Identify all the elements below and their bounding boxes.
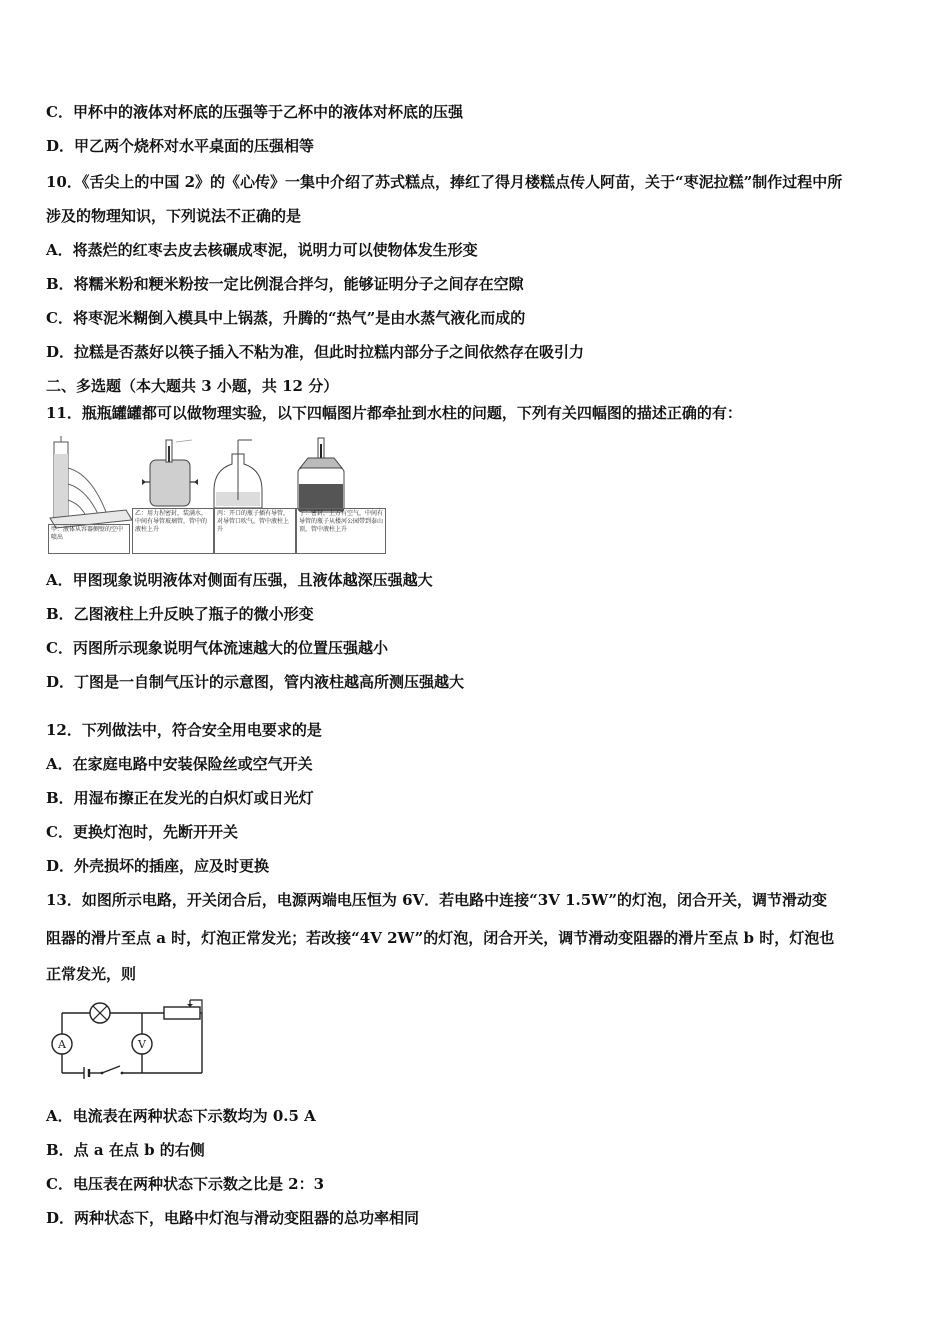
q10-option-c: C．将枣泥米糊倒入模具中上锅蒸，升腾的“热气”是由水蒸气液化而成的 bbox=[46, 309, 526, 327]
q11-option-c: C．丙图所示现象说明气体流速越大的位置压强越小 bbox=[46, 639, 388, 657]
q13-circuit-figure bbox=[44, 996, 214, 1088]
panel-jia-caption: 甲：液体从容器侧壁的空中喷出 bbox=[48, 524, 130, 554]
q11-figure bbox=[46, 434, 386, 554]
q10-option-a: A．将蒸烂的红枣去皮去核碾成枣泥，说明力可以使物体发生形变 bbox=[46, 241, 478, 259]
panel-bing-caption: 丙：开口的瓶子插有导管，对导管口吹气，管中液柱上升 bbox=[214, 508, 296, 554]
q12-option-d: D．外壳损坏的插座，应及时更换 bbox=[46, 857, 270, 875]
panel-yi-caption: 乙：用力捏密封，装满水，中间有导管玻璃管，管中的液柱上升 bbox=[132, 508, 214, 554]
section-heading: 二、多选题（本大题共 3 小题，共 12 分） bbox=[46, 377, 339, 395]
q10-option-b: B．将糯米粉和粳米粉按一定比例混合拌匀，能够证明分子之间存在空隙 bbox=[46, 275, 524, 293]
q10-stem-line1: 10．《舌尖上的中国 2》的《心传》一集中介绍了苏式糕点，捧红了得月楼糕点传人阿苗，关于“枣泥拉糕”制作过程中所 bbox=[46, 173, 843, 191]
q10-option-d: D．拉糕是否蒸好以筷子插入不粘为准，但此时拉糕内部分子之间依然存在吸引力 bbox=[46, 343, 585, 361]
q9-option-c: C．甲杯中的液体对杯底的压强等于乙杯中的液体对杯底的压强 bbox=[46, 103, 463, 121]
switch-symbol bbox=[101, 1066, 124, 1074]
q11-option-b: B．乙图液柱上升反映了瓶子的微小形变 bbox=[46, 605, 314, 623]
q13-option-d: D．两种状态下，电路中灯泡与滑动变阻器的总功率相同 bbox=[46, 1209, 420, 1227]
lamp-symbol bbox=[90, 1003, 110, 1023]
battery-symbol bbox=[84, 1067, 94, 1079]
q11-option-a: A．甲图现象说明液体对侧面有压强，且液体越深压强越大 bbox=[46, 571, 433, 589]
panel-bing-drawing bbox=[214, 440, 262, 508]
q12-option-c: C．更换灯泡时，先断开开关 bbox=[46, 823, 238, 841]
q13-stem-line3: 正常发光，则 bbox=[46, 965, 137, 983]
q11-option-d: D．丁图是一自制气压计的示意图，管内液柱越高所测压强越大 bbox=[46, 673, 465, 691]
q13-stem-line2: 阻器的滑片至点 a 时，灯泡正常发光；若改接“4V 2W”的灯泡，闭合开关，调节滑动变阻器的滑片至点 b 时，灯泡也 bbox=[46, 929, 835, 947]
q9-option-d: D．甲乙两个烧杯对水平桌面的压强相等 bbox=[46, 137, 315, 155]
panel-jia-drawing bbox=[50, 436, 132, 528]
panel-yi-drawing bbox=[142, 440, 198, 506]
rheostat-symbol bbox=[164, 1000, 202, 1019]
q12-stem: 12．下列做法中，符合安全用电要求的是 bbox=[46, 721, 322, 739]
q13-option-c: C．电压表在两种状态下示数之比是 2：3 bbox=[46, 1175, 325, 1193]
panel-ding-drawing bbox=[298, 438, 344, 512]
q12-option-a: A．在家庭电路中安装保险丝或空气开关 bbox=[46, 755, 313, 773]
ammeter-label: A bbox=[58, 1038, 66, 1051]
q13-stem-line1: 13．如图所示电路，开关闭合后，电源两端电压恒为 6V．若电路中连接“3V 1.5W”的灯泡，闭合开关，调节滑动变 bbox=[46, 891, 827, 909]
panel-ding-caption: 丁：密封，上方有空气，中间有导管的瓶子从楼河公园带到泰山顶，管中液柱上升 bbox=[296, 508, 386, 554]
q12-option-b: B．用湿布擦正在发光的白炽灯或日光灯 bbox=[46, 789, 314, 807]
q11-stem: 11．瓶瓶罐罐都可以做物理实验，以下四幅图片都牵扯到水柱的问题，下列有关四幅图的描述正确的有： bbox=[46, 404, 742, 422]
q10-stem-line2: 涉及的物理知识，下列说法不正确的是 bbox=[46, 207, 302, 225]
q13-option-b: B．点 a 在点 b 的右侧 bbox=[46, 1141, 205, 1159]
q13-option-a: A．电流表在两种状态下示数均为 0.5 A bbox=[46, 1107, 316, 1125]
voltmeter-label: V bbox=[138, 1038, 146, 1051]
circuit-diagram bbox=[44, 996, 214, 1088]
